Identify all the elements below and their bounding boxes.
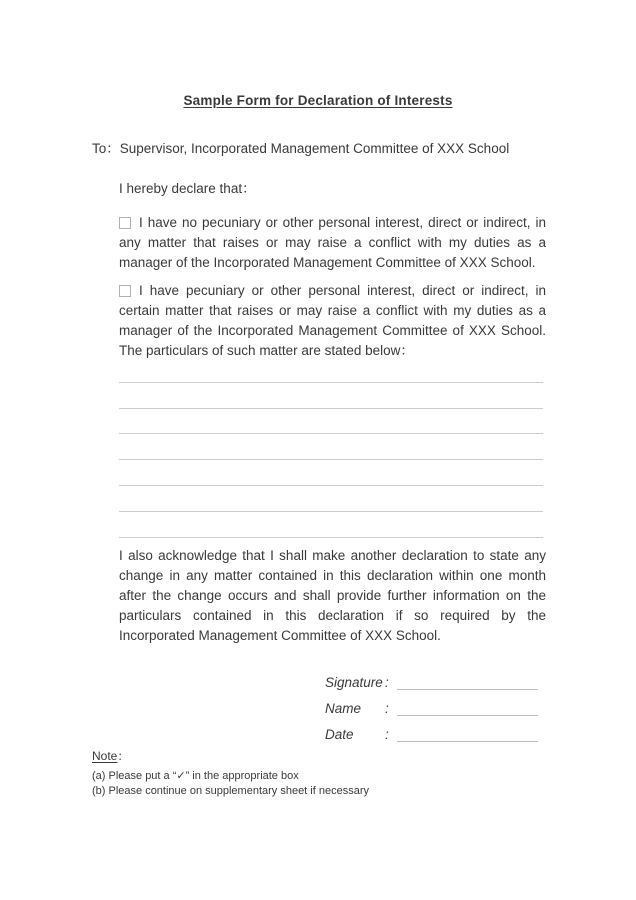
note-colon: ： <box>117 749 130 763</box>
particulars-blank-line[interactable] <box>119 434 543 460</box>
signature-line[interactable] <box>397 668 538 690</box>
signature-block <box>325 664 538 742</box>
note-heading <box>92 747 369 764</box>
particulars-blank-line[interactable] <box>119 512 543 538</box>
option-has-interest <box>119 281 546 361</box>
note-items <box>92 769 369 798</box>
option-no-interest <box>119 213 546 273</box>
date-colon: : <box>385 727 389 742</box>
option-has-interest-text: I have pecuniary or other personal interest, direct or indirect, in certain matter that raises or may raise a conflict with my duties as a manager of the Incorporated Management Committee of XXX School. The particulars of such matter are stated below： <box>119 283 546 358</box>
particulars-blank-line[interactable] <box>119 357 543 383</box>
signature-label: Signature <box>325 675 383 690</box>
note-item-a: (a) Please put a “✓” in the appropriate box <box>92 770 299 782</box>
option-no-interest-text: I have no pecuniary or other personal interest, direct or indirect, in any matter that raises or may raise a conflict with my duties as a manager of the Incorporated Management Committee of XXX School. <box>119 215 546 270</box>
name-line[interactable] <box>397 694 538 716</box>
particulars-write-in-area[interactable] <box>119 357 543 538</box>
particulars-blank-line[interactable] <box>119 383 543 409</box>
addressee-line: To：Supervisor, Incorporated Management Committee of XXX School <box>92 141 510 156</box>
acknowledgement-paragraph: I also acknowledge that I shall make another declaration to state any change in any matter contained in this declaration within one month after the change occurs and shall provide further information on the particulars contained in this declaration if so required by the Incorporated Management Committee of XXX School. <box>119 548 546 643</box>
note-label: Note <box>92 749 118 763</box>
particulars-blank-line[interactable] <box>119 486 543 512</box>
name-label: Name <box>325 701 362 716</box>
particulars-blank-line[interactable] <box>119 460 543 486</box>
form-title: Sample Form for Declaration of Interests <box>183 93 453 108</box>
signature-colon: : <box>385 675 389 690</box>
signature-row <box>325 664 538 690</box>
particulars-blank-line[interactable] <box>119 409 543 435</box>
name-row <box>325 690 538 716</box>
no-interest-checkbox[interactable] <box>119 217 131 229</box>
declaration-intro: I hereby declare that： <box>119 181 256 196</box>
note-item-b: (b) Please continue on supplementary sheet if necessary <box>92 784 369 797</box>
has-interest-checkbox[interactable] <box>119 285 131 297</box>
date-label: Date <box>325 727 354 742</box>
date-line[interactable] <box>397 720 538 742</box>
note-section <box>92 747 369 798</box>
date-row <box>325 716 538 742</box>
name-colon: : <box>385 701 389 716</box>
